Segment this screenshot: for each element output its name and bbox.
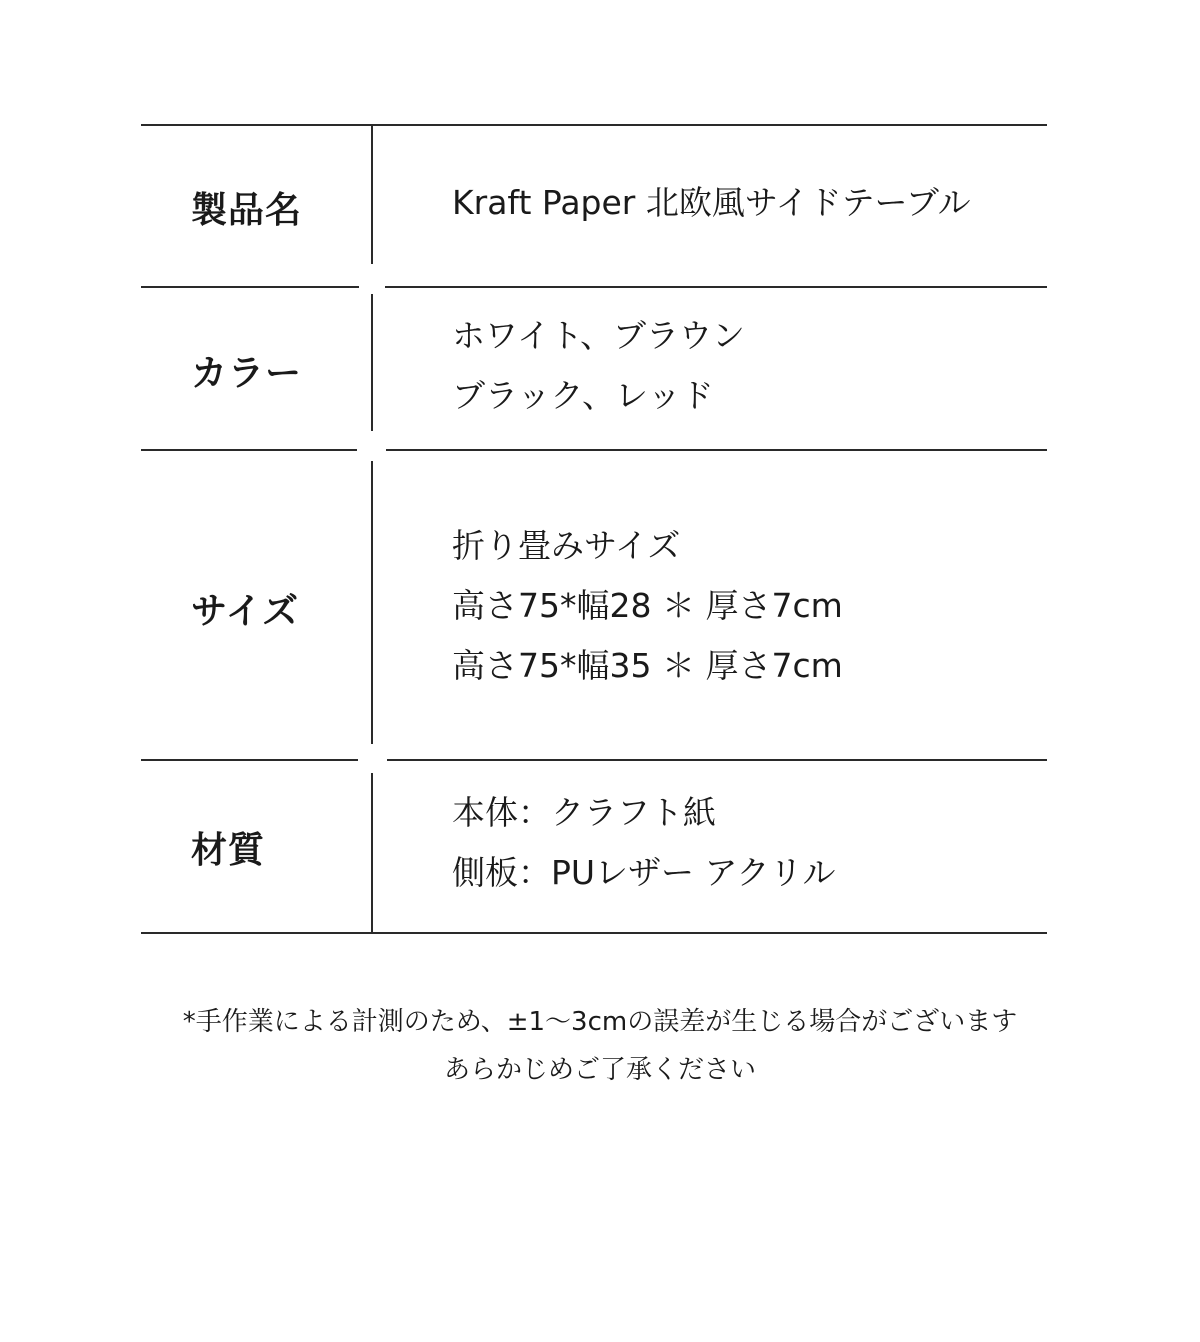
spec-value-line: ブラック、レッド: [452, 376, 714, 415]
spec-value: [452, 306, 745, 426]
spec-value: [452, 516, 843, 696]
spec-row-material: [141, 759, 1047, 932]
spec-label: 製品名: [191, 190, 303, 231]
spec-value-line: 高さ75*幅35 ＊ 厚さ7cm: [452, 646, 843, 685]
spec-value-line: 高さ75*幅28 ＊ 厚さ7cm: [452, 586, 843, 625]
table-bottom-border: [141, 932, 1047, 934]
spec-value: [452, 783, 836, 903]
note-line: *手作業による計測のため、±1～3cmの誤差が生じる場合がございます: [182, 1007, 1018, 1037]
spec-value-line: 本体：クラフト紙: [452, 793, 716, 832]
spec-row-color: [141, 286, 1047, 449]
spec-value-line: 折り畳みサイズ: [452, 526, 681, 565]
spec-value: [452, 173, 971, 233]
spec-label: カラー: [191, 353, 303, 394]
spec-value-line: ホワイト、ブラウン: [452, 316, 746, 355]
measurement-note: [0, 998, 1200, 1094]
spec-label: 材質: [191, 830, 266, 871]
spec-value-line: 側板：PUレザー アクリル: [452, 853, 836, 892]
spec-row-product-name: [141, 124, 1047, 286]
spec-label: サイズ: [191, 591, 300, 632]
spec-value-line: Kraft Paper 北欧風サイドテーブル: [452, 183, 971, 222]
spec-row-size: [141, 449, 1047, 759]
note-line: あらかじめご了承ください: [443, 1055, 756, 1085]
